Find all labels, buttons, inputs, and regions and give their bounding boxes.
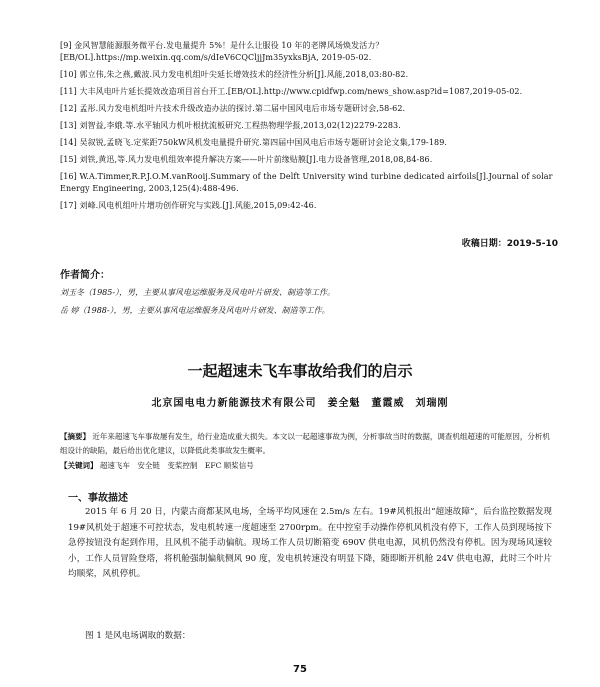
keywords <box>60 460 550 471</box>
reference-item: [12] 孟彤.风力发电机组叶片技术升级改造办法的探讨.第二届中国风电后市场专题研讨会,58-62. <box>60 104 406 113</box>
keywords-label: 【关键词】 <box>60 461 98 470</box>
page-number: 75 <box>293 664 307 675</box>
reference-item: [10] 郭立伟,朱之燕,戴波.风力发电机组叶尖延长增效技术的经济性分析[J].风能,2018,03:80-82. <box>60 70 409 79</box>
article-byline: 北京国电电力新能源技术有限公司 姜全魁 董霞威 刘瑞刚 <box>151 398 449 409</box>
author-bio-section <box>60 266 560 323</box>
section-heading: 一、事故描述 <box>68 493 128 504</box>
reference-item: [13] 刘智益,李娥.等.水平轴风力机叶根扰流板研究.工程热物理学报,2013,02(12)2279-2283. <box>60 121 401 130</box>
article-title: 一起超速未飞车事故给我们的启示 <box>187 362 413 380</box>
author-bio-heading: 作者简介： <box>60 270 110 281</box>
reference-item: [9] 金风智慧能源服务微平台.发电量提升 5%！是什么让服役 10 年的老牌风场焕发活力？[EB/OL].https://mp.weixin.qq.com/s/dIeV6CQCljjJm35yxksBjA, 2019-05-02. <box>60 41 384 62</box>
keywords-text: 超速飞车 安全链 变桨控制 EFC 顺桨信号 <box>99 461 254 470</box>
body-paragraph: 2015 年 6 月 20 日，内蒙古商都某风电场，全场平均风速在 2.5m/s 左右。19#风机报出“超速故障”，后台监控数据发现 19#风机处于超速不可控状态，发电机转速一度超速至 2700rpm。在中控室手动操作停机风机没有停下，工作人员到现场按下急停按钮没有起到作用，且风机不能手动偏航。现场工作人员切断箱变 690V 供电电源，风机仍然没有停机。因为现场风速较小，工作人员冒险登塔，将机舱强制偏航侧风 90 度，发电机转速没有明显下降，随即断开机舱 24V 供电电源，此时三个叶片均顺桨，风机停机。 <box>68 507 552 580</box>
abstract-label: 【摘要】 <box>60 432 90 441</box>
author-bio-entry: 刘玉冬（1985-），男，主要从事风电运维服务及风电叶片研发、制造等工作。 <box>60 288 336 297</box>
reference-item: [15] 刘铁,黄迅,等.风力发电机组效率提升解决方案——叶片前缘贴膜[J].电力设备管理,2018,08,84-86. <box>60 155 433 164</box>
reference-item: [14] 吴叙锐,孟晓飞.定桨距750kW风机发电量提升研究.第四届中国风电后市场专题研讨会论文集,179-189. <box>60 138 448 147</box>
reference-list <box>60 40 560 217</box>
abstract-text: 近年来超速飞车事故屡有发生，给行业造成重大损失。本文以一起超速事故为例，分析事故当时的数据，调查机组超速的可能原因，分析机组设计的缺陷，最后给出优化建议，以降低此类事故发生概率。 <box>60 432 550 455</box>
reference-item: [16] W.A.Timmer,R.P.J.O.M.vanRooij.Summary of the Delft University wind turbine dedicated airfoils[J].Journal of solar Energy Engineering, 2003,125(4):488-496. <box>60 172 553 193</box>
abstract <box>60 430 550 458</box>
reference-item: [11] 大丰风电叶片延长提效改造项目首台开工.[EB/OL].http://www.cpidfwp.com/news_show.asp?id=1087,2019-05-02. <box>60 87 523 96</box>
reference-item: [17] 刘峰.风电机组叶片增功创作研究与实践.[J].风能,2015,09:42-46. <box>60 201 317 210</box>
received-date: 收稿日期：2019-5-10 <box>461 239 558 249</box>
author-bio-entry: 岳 婷（1988-），男，主要从事风电运维服务及风电叶片研发、制造等工作。 <box>60 306 330 315</box>
body-paragraph: 图 1 是风电场调取的数据： <box>85 631 191 641</box>
